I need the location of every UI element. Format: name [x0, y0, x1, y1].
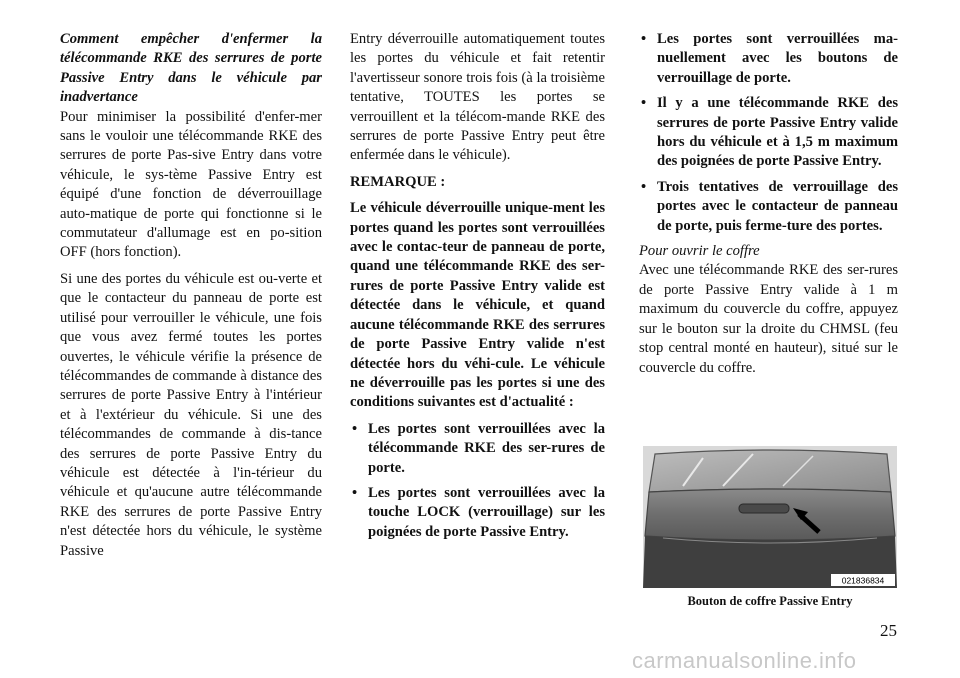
section-heading: Comment empêcher d'enfermer la télécommande RKE des serrures de porte Passive Entry dans le véhicule par inadvertance	[60, 31, 322, 106]
bullet-list	[639, 30, 898, 236]
bullet-list	[350, 420, 605, 542]
figure-caption: Bouton de coffre Passive Entry	[687, 594, 853, 608]
paragraph: Si une des portes du véhicule est ou-verte et que le contacteur du panneau de porte est utilisé pour verrouiller le véhicule, une fois que vous avez fermé toutes les portes ouvertes, le véhicule vérifie la présence de télécommandes de commande à distance des serrures de porte Passive Entry à l'intérieur et à l'extérieur du véhicule. Si une des télécommandes de commande à dis-tance des serrures de porte Passive Entry du véhicule est détectée à l'in-térieur du véhicule et qu'aucune autre télécommande RKE des serrures de porte Passive Entry n'est détectée hors du véhicule, le système Passive	[60, 270, 322, 559]
trunk-lid-drawing	[643, 446, 897, 588]
list-item: • Les portes sont verrouillées ma-nuellement avec les boutons de verrouillage de porte.	[639, 30, 898, 88]
watermark: carmanualsonline.info	[632, 648, 857, 673]
column-3	[639, 30, 898, 385]
column-1	[60, 30, 322, 568]
list-item: • Les portes sont verrouillées avec la touche LOCK (verrouillage) sur les poignées de porte Passive Entry.	[350, 484, 605, 542]
list-item: • Les portes sont verrouillées avec la télécommande RKE des ser-rures de porte.	[350, 420, 605, 478]
paragraph: Avec une télécommande RKE des ser-rures de porte Passive Entry valide à 1 m maximum du couvercle du coffre, appuyez sur le bouton sur la droite du CHMSL (feu stop central monté en hauteur), situé sur le couvercle du coffre.	[639, 262, 898, 376]
subheading: Pour ouvrir le coffre	[639, 243, 760, 260]
note-label: REMARQUE :	[350, 173, 446, 190]
note-text: Le véhicule déverrouille unique-ment les portes quand les portes sont verrouillées avec le contac-teur de panneau de porte, quand une télécommande RKE des ser-rures de porte Passive Entry valide est détectée dans le véhicule, et quand aucune télécommande RKE des serrures de porte Passive Entry valide n'est détectée hors du véhi-cule. Le véhicule ne déverrouille pas les portes si une des conditions suivantes est d'actualité :	[350, 200, 605, 411]
paragraph: Entry déverrouille automatiquement toutes les portes du véhicule et fait retentir l'avertisseur sonore trois fois (à la troisième tentative, TOUTES les portes se verrouillent et la télécom-mande RKE des serrures de porte Passive Entry peut être enfermée dans le véhicule).	[350, 31, 605, 164]
list-item: • Trois tentatives de verrouillage des portes avec le contacteur de panneau de porte, puis ferme-ture des portes.	[639, 178, 898, 236]
page-number: 25	[880, 621, 897, 640]
paragraph: Pour minimiser la possibilité d'enfer-mer sans le vouloir une télécommande RKE des serrures de porte Pas-sive Entry dans votre véhicule, le sys-tème Passive Entry est équipé d'une fonction de déverrouillage auto-matique de porte qui fonctionne si le commutateur d'allumage est en po-sition OFF (hors fonction).	[60, 108, 322, 261]
column-2	[350, 30, 605, 548]
list-item: • Il y a une télécommande RKE des serrures de porte Passive Entry valide hors du véhicule et à 1,5 m maximum des poignées de porte Passive Entry.	[639, 94, 898, 172]
trunk-lid-illustration	[643, 446, 897, 588]
figure-code: 021836834	[841, 575, 885, 586]
